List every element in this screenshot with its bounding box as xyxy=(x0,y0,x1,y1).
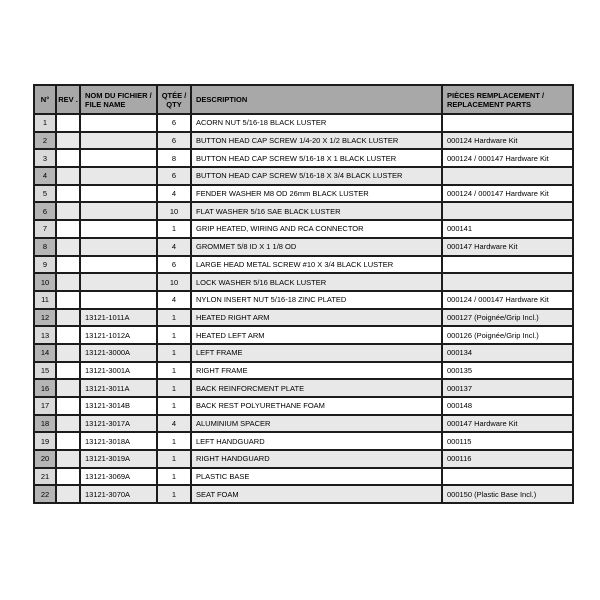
cell-filename xyxy=(80,238,157,256)
cell-qty: 4 xyxy=(157,185,191,203)
table-row xyxy=(34,256,573,274)
table-row xyxy=(34,485,573,503)
table-row xyxy=(34,379,573,397)
table-row xyxy=(34,291,573,309)
cell-parts xyxy=(442,256,573,274)
cell-rev xyxy=(56,344,80,362)
cell-filename xyxy=(80,273,157,291)
cell-rev xyxy=(56,397,80,415)
cell-description: BACK REST POLYURETHANE FOAM xyxy=(191,397,442,415)
cell-no: 19 xyxy=(34,432,56,450)
cell-parts xyxy=(442,468,573,486)
cell-parts xyxy=(442,202,573,220)
cell-rev xyxy=(56,450,80,468)
cell-parts: 000116 xyxy=(442,450,573,468)
cell-description: ACORN NUT 5/16-18 BLACK LUSTER xyxy=(191,114,442,132)
cell-description: ALUMINIUM SPACER xyxy=(191,415,442,433)
cell-parts: 000134 xyxy=(442,344,573,362)
table-row xyxy=(34,220,573,238)
cell-qty: 6 xyxy=(157,256,191,274)
table-row xyxy=(34,273,573,291)
cell-filename: 13121-3011A xyxy=(80,379,157,397)
cell-parts xyxy=(442,167,573,185)
cell-no: 21 xyxy=(34,468,56,486)
cell-description: FENDER WASHER M8 OD 26mm BLACK LUSTER xyxy=(191,185,442,203)
table-row xyxy=(34,362,573,380)
table-row xyxy=(34,344,573,362)
cell-qty: 10 xyxy=(157,202,191,220)
table-row xyxy=(34,132,573,150)
cell-qty: 1 xyxy=(157,468,191,486)
cell-filename: 13121-3001A xyxy=(80,362,157,380)
table-body xyxy=(34,114,573,503)
cell-qty: 1 xyxy=(157,326,191,344)
cell-parts: 000124 / 000147 Hardware Kit xyxy=(442,149,573,167)
cell-no: 10 xyxy=(34,273,56,291)
cell-qty: 10 xyxy=(157,273,191,291)
cell-no: 6 xyxy=(34,202,56,220)
cell-no: 7 xyxy=(34,220,56,238)
cell-qty: 1 xyxy=(157,450,191,468)
cell-filename xyxy=(80,132,157,150)
cell-description: LEFT HANDGUARD xyxy=(191,432,442,450)
cell-no: 1 xyxy=(34,114,56,132)
cell-description: HEATED RIGHT ARM xyxy=(191,309,442,327)
table-row xyxy=(34,114,573,132)
cell-description: BUTTON HEAD CAP SCREW 5/16-18 X 3/4 BLACK LUSTER xyxy=(191,167,442,185)
cell-no: 15 xyxy=(34,362,56,380)
cell-filename: 13121-3014B xyxy=(80,397,157,415)
cell-filename: 13121-3070A xyxy=(80,485,157,503)
cell-qty: 1 xyxy=(157,397,191,415)
cell-description: BACK REINFORCMENT PLATE xyxy=(191,379,442,397)
cell-no: 11 xyxy=(34,291,56,309)
cell-rev xyxy=(56,220,80,238)
cell-description: LARGE HEAD METAL SCREW #10 X 3/4 BLACK LUSTER xyxy=(191,256,442,274)
table-row xyxy=(34,397,573,415)
cell-no: 2 xyxy=(34,132,56,150)
cell-parts: 000115 xyxy=(442,432,573,450)
cell-rev xyxy=(56,485,80,503)
cell-no: 8 xyxy=(34,238,56,256)
cell-rev xyxy=(56,167,80,185)
cell-filename: 13121-3069A xyxy=(80,468,157,486)
cell-qty: 1 xyxy=(157,344,191,362)
cell-qty: 6 xyxy=(157,167,191,185)
table-row xyxy=(34,468,573,486)
cell-rev xyxy=(56,149,80,167)
cell-rev xyxy=(56,415,80,433)
cell-parts: 000127 (Poignée/Grip Incl.) xyxy=(442,309,573,327)
cell-parts: 000137 xyxy=(442,379,573,397)
column-header-no: N° xyxy=(34,85,56,114)
column-header-rev: REV . xyxy=(56,85,80,114)
header-row xyxy=(34,85,573,114)
column-header-qty: QTÉE / QTY xyxy=(157,85,191,114)
cell-rev xyxy=(56,362,80,380)
cell-qty: 1 xyxy=(157,309,191,327)
cell-qty: 1 xyxy=(157,432,191,450)
cell-qty: 1 xyxy=(157,379,191,397)
cell-filename xyxy=(80,220,157,238)
cell-no: 16 xyxy=(34,379,56,397)
cell-parts: 000141 xyxy=(442,220,573,238)
table-row xyxy=(34,167,573,185)
cell-parts: 000135 xyxy=(442,362,573,380)
cell-filename: 13121-3017A xyxy=(80,415,157,433)
cell-rev xyxy=(56,309,80,327)
table-row xyxy=(34,415,573,433)
cell-filename xyxy=(80,114,157,132)
column-header-description: DESCRIPTION xyxy=(191,85,442,114)
cell-parts: 000124 / 000147 Hardware Kit xyxy=(442,185,573,203)
cell-filename xyxy=(80,185,157,203)
cell-description: GRIP HEATED, WIRING AND RCA CONNECTOR xyxy=(191,220,442,238)
column-header-parts: PIÈCES REMPLACEMENT / REPLACEMENT PARTS xyxy=(442,85,573,114)
cell-no: 12 xyxy=(34,309,56,327)
cell-no: 3 xyxy=(34,149,56,167)
cell-filename: 13121-1012A xyxy=(80,326,157,344)
cell-no: 20 xyxy=(34,450,56,468)
cell-rev xyxy=(56,326,80,344)
cell-rev xyxy=(56,185,80,203)
cell-description: BUTTON HEAD CAP SCREW 5/16-18 X 1 BLACK LUSTER xyxy=(191,149,442,167)
cell-no: 9 xyxy=(34,256,56,274)
cell-rev xyxy=(56,468,80,486)
cell-no: 22 xyxy=(34,485,56,503)
cell-parts: 000124 / 000147 Hardware Kit xyxy=(442,291,573,309)
cell-rev xyxy=(56,432,80,450)
cell-parts xyxy=(442,273,573,291)
cell-filename xyxy=(80,291,157,309)
cell-rev xyxy=(56,132,80,150)
cell-description: SEAT FOAM xyxy=(191,485,442,503)
table-row xyxy=(34,149,573,167)
cell-description: RIGHT HANDGUARD xyxy=(191,450,442,468)
table-row xyxy=(34,450,573,468)
cell-parts: 000126 (Poignée/Grip Incl.) xyxy=(442,326,573,344)
cell-no: 4 xyxy=(34,167,56,185)
cell-filename xyxy=(80,202,157,220)
cell-description: PLASTIC BASE xyxy=(191,468,442,486)
cell-parts xyxy=(442,114,573,132)
table-row xyxy=(34,432,573,450)
cell-filename: 13121-1011A xyxy=(80,309,157,327)
parts-table xyxy=(33,84,574,504)
table-row xyxy=(34,238,573,256)
cell-qty: 1 xyxy=(157,362,191,380)
cell-parts: 000147 Hardware Kit xyxy=(442,238,573,256)
cell-description: FLAT WASHER 5/16 SAE BLACK LUSTER xyxy=(191,202,442,220)
cell-filename: 13121-3018A xyxy=(80,432,157,450)
table-row xyxy=(34,309,573,327)
cell-qty: 4 xyxy=(157,291,191,309)
cell-rev xyxy=(56,202,80,220)
cell-parts: 000148 xyxy=(442,397,573,415)
cell-description: BUTTON HEAD CAP SCREW 1/4-20 X 1/2 BLACK LUSTER xyxy=(191,132,442,150)
cell-description: NYLON INSERT NUT 5/16-18 ZINC PLATED xyxy=(191,291,442,309)
cell-parts: 000124 Hardware Kit xyxy=(442,132,573,150)
cell-description: HEATED LEFT ARM xyxy=(191,326,442,344)
cell-filename: 13121-3019A xyxy=(80,450,157,468)
table-row xyxy=(34,202,573,220)
table-row xyxy=(34,185,573,203)
cell-filename: 13121-3000A xyxy=(80,344,157,362)
cell-qty: 4 xyxy=(157,415,191,433)
cell-qty: 4 xyxy=(157,238,191,256)
cell-description: GROMMET 5/8 ID X 1 1/8 OD xyxy=(191,238,442,256)
cell-description: RIGHT FRAME xyxy=(191,362,442,380)
cell-rev xyxy=(56,114,80,132)
cell-qty: 6 xyxy=(157,132,191,150)
cell-qty: 8 xyxy=(157,149,191,167)
cell-rev xyxy=(56,273,80,291)
cell-no: 18 xyxy=(34,415,56,433)
cell-qty: 1 xyxy=(157,220,191,238)
table-row xyxy=(34,326,573,344)
cell-filename xyxy=(80,167,157,185)
cell-parts: 000150 (Plastic Base Incl.) xyxy=(442,485,573,503)
cell-description: LEFT FRAME xyxy=(191,344,442,362)
column-header-filename: NOM DU FICHIER / FILE NAME xyxy=(80,85,157,114)
cell-filename xyxy=(80,149,157,167)
cell-filename xyxy=(80,256,157,274)
cell-rev xyxy=(56,238,80,256)
cell-parts: 000147 Hardware Kit xyxy=(442,415,573,433)
cell-no: 17 xyxy=(34,397,56,415)
cell-no: 14 xyxy=(34,344,56,362)
table-head xyxy=(34,85,573,114)
cell-description: LOCK WASHER 5/16 BLACK LUSTER xyxy=(191,273,442,291)
cell-qty: 6 xyxy=(157,114,191,132)
cell-qty: 1 xyxy=(157,485,191,503)
cell-no: 5 xyxy=(34,185,56,203)
cell-rev xyxy=(56,291,80,309)
cell-no: 13 xyxy=(34,326,56,344)
cell-rev xyxy=(56,256,80,274)
cell-rev xyxy=(56,379,80,397)
